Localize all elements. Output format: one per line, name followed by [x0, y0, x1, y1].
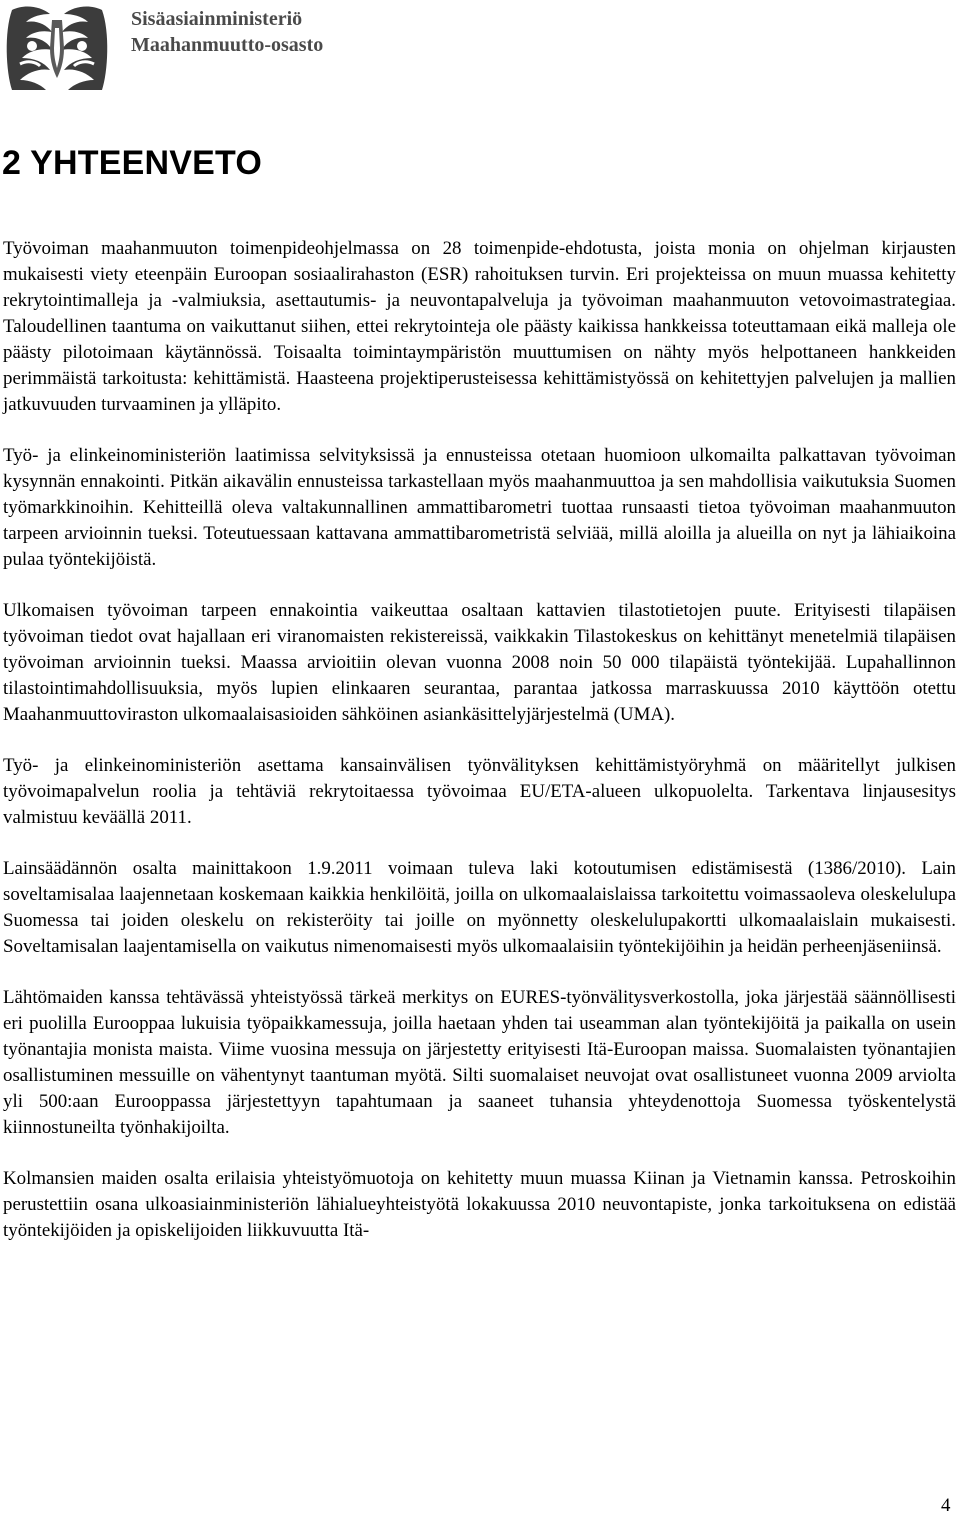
- paragraph-6: Lähtömaiden kanssa tehtävässä yhteistyössä tärkeä merkitys on EURES-työnvälitysverkostolla, joka järjestää säännöllisesti eri puolilla Eurooppaa lukuisia työpaikkamessuja, joilla haetaan yhden tai useamman alan työntekijöitä ja paikalla on usein työnantajia monista maista. Viime vuosina messuja on järjestetty erityisesti Itä-Euroopan maissa. Suomalaisten työnantajien osallistuminen messuille on vähentynyt taantuman myötä. Silti suomalaiset neuvojat ovat osallistuneet vuonna 2009 arviolta yli 500:aan Eurooppassa järjestettyyn tapahtumaan ja saaneet tuhansia yhteydenottoja Suomessa työskentelystä kiinnostuneilta työnhakijoilta.: [3, 987, 956, 1138]
- section-heading: 2 YHTEENVETO: [2, 144, 263, 182]
- paragraph-4: Työ- ja elinkeinoministeriön asettama kansainvälisen työnvälityksen kehittämistyöryhmä on määritellyt julkisen työvoimapalvelun roolia ja tehtäviä rekrytoitaessa työvoimaa EU/ETA-alueen ulkopuolelta. Tarkentava linjausesitys valmistuu keväällä 2011.: [3, 755, 956, 828]
- ministry-lion-crest-icon: [2, 2, 112, 94]
- paragraph-5: Lainsäädännön osalta mainittakoon 1.9.2011 voimaan tuleva laki kotoutumisen edistämisestä (1386/2010). Lain soveltamisalaa laajennetaan koskemaan kaikkia henkilöitä, joilla on ulkomaalaislaissa tarkoitettu voimassaoleva oleskelulupa Suomessa tai joiden oleskelu on rekisteröity tai joille on myönnetty oleskelulupakortti ulkomaalaislain mukaisesti. Soveltamisalan laajentamisella on vaikutus nimenomaisesti myös ulkomaalaisiin työntekijöihin ja heidän perheenjäseniinsä.: [3, 858, 956, 957]
- paragraph-7: Kolmansien maiden osalta erilaisia yhteistyömuotoja on kehitetty muun muassa Kiinan ja Vietnamin kanssa. Petroskoihin perustettiin osana ulkoasiainministeriön lähialueyhteistyötä lokakuussa 2010 neuvontapiste, jonka tarkoituksena on edistää työntekijöiden ja opiskelijoiden liikkuvuutta Itä-: [3, 1168, 956, 1241]
- page-number: 4: [941, 1495, 951, 1516]
- department-name: Maahanmuutto-osasto: [131, 34, 324, 56]
- paragraph-3: Ulkomaisen työvoiman tarpeen ennakointia vaikeuttaa osaltaan kattavien tilastotietojen puute. Erityisesti tilapäisen työvoiman tiedot ovat hajallaan eri viranomaisten rekistereissä, vaikkakin Tilastokeskus on kehittänyt menetelmiä tilapäisen työvoiman arvioinnin tueksi. Maassa arvioitiin olevan vuonna 2008 noin 50 000 tilapäistä työntekijää. Lupahallinnon tilastointimahdollisuuksia, myös lupien elinkaaren seurantaa, parantaa jatkossa marraskuussa 2010 käyttöön otettu Maahanmuuttoviraston ulkomaalaisasioiden sähköinen asiankäsittelyjärjestelmä (UMA).: [3, 600, 956, 725]
- ministry-logo: [2, 2, 112, 94]
- paragraph-1: Työvoiman maahanmuuton toimenpideohjelmassa on 28 toimenpide-ehdotusta, joista monia on ohjelman kirjausten mukaisesti viety eteenpäin Euroopan sosiaalirahaston (ESR) rahoituksen turvin. Eri projekteissa on muun muassa kehitetty rekrytointimalleja ja -valmiuksia, asettautumis- ja neuvontapalveluja ja työvoiman maahanmuuton vetovoimastrategiaa. Taloudellinen taantuma on vaikuttanut siihen, ettei rekrytointeja ole päästy kaikissa hankkeissa toteuttamaan eikä malleja ole päästy pilotoimaan käytännössä. Toisaalta toimintaympäristön muuttumisen on nähty myös helpottaneen hankkeiden perimmäistä tarkoitusta: kehittämistä. Haasteena projektiperusteisessa kehittämistyössä on kehitettyjen palvelujen ja mallien jatkuvuuden turvaaminen ja ylläpito.: [3, 238, 956, 415]
- paragraph-2: Työ- ja elinkeinoministeriön laatimissa selvityksissä ja ennusteissa otetaan huomioon ulkomailta palkattavan työvoiman kysynnän ennakointi. Pitkän aikavälin ennusteissa tarkastellaan myös maahanmuuttoa ja sen mahdollisia vaikutuksia Suomen työmarkkinoihin. Kehitteillä oleva valtakunnallinen ammattibarometri tuottaa runsaasti tietoa työvoiman maahanmuuton tarpeen arvioinnin tueksi. Toteutuessaan kattavana ammattibarometristä selviää, millä aloilla ja alueilla on nyt ja lähiaikoina pulaa työntekijöistä.: [3, 445, 956, 570]
- document-body: [3, 236, 956, 1244]
- organization-name: [131, 6, 323, 58]
- ministry-name: Sisäasiainministeriö: [131, 8, 303, 30]
